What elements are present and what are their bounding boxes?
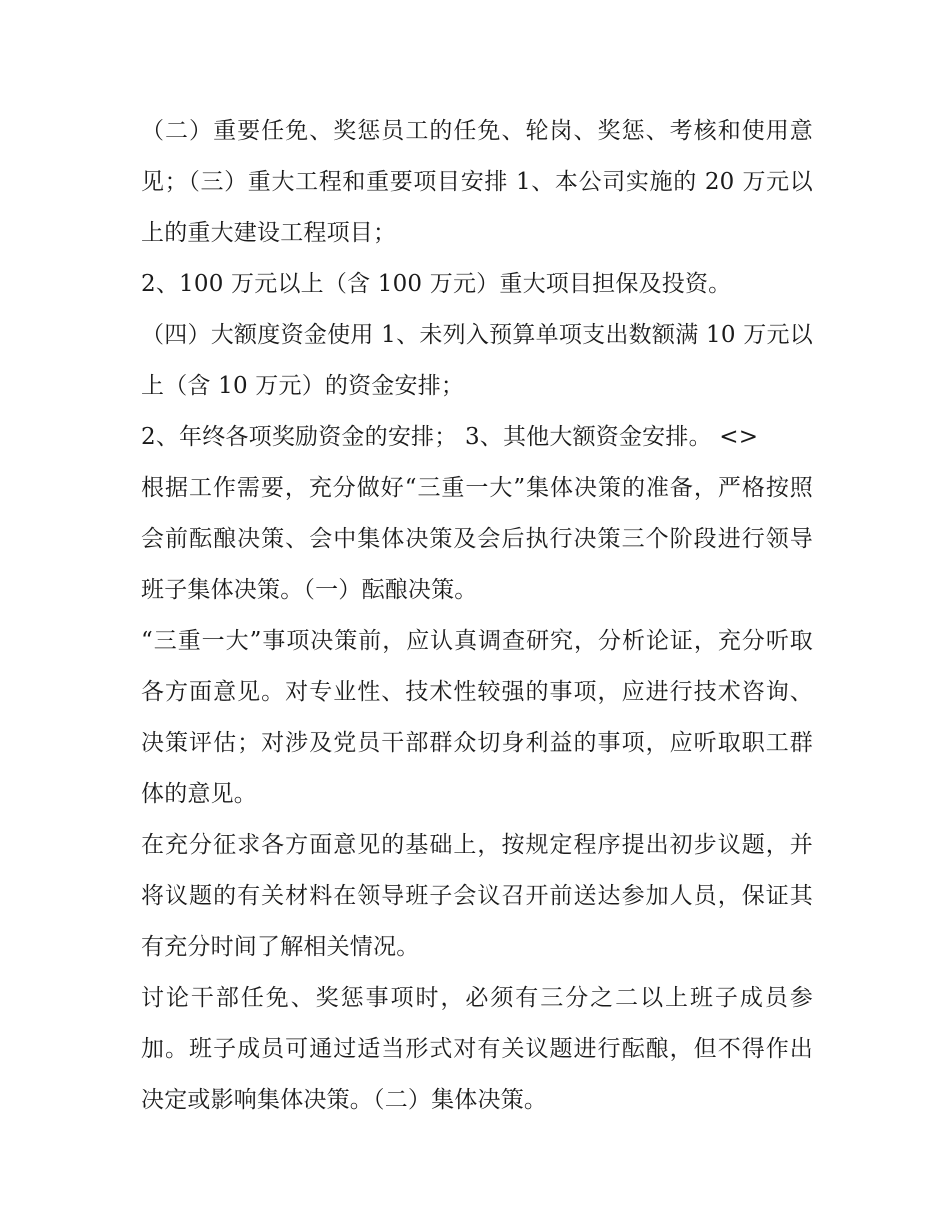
paragraph-cadre-discussion: 讨论干部任免、奖惩事项时，必须有三分之二以上班子成员参加。班子成员可通过适当形式对有关议题进行酝酿，但不得作出决定或影响集体决策。（二）集体决策。 xyxy=(141,985,813,1113)
paragraph-large-funds: （四）大额度资金使用 1、未列入预算单项支出数额满 10 万元以上（含 10 万元）的资金安排； xyxy=(141,322,813,399)
paragraph-appointment-projects: （二）重要任免、奖惩员工的任免、轮岗、奖惩、考核和使用意见；（三）重大工程和重要项目安排 1、本公司实施的 20 万元以上的重大建设工程项目； xyxy=(141,118,813,246)
paragraph-guarantee-investment: 2、100 万元以上（含 100 万元）重大项目担保及投资。 xyxy=(141,271,732,297)
paragraph-pre-decision-research: “三重一大”事项决策前，应认真调查研究，分析论证，充分听取各方面意见。对专业性、技术性较强的事项，应进行技术咨询、决策评估；对涉及党员干部群众切身利益的事项，应听取职工群体的意见。 xyxy=(141,628,813,807)
paragraph-decision-preparation: 根据工作需要，充分做好“三重一大”集体决策的准备，严格按照会前酝酿决策、会中集体决策及会后执行决策三个阶段进行领导班子集体决策。（一）酝酿决策。 xyxy=(141,475,813,603)
document-body xyxy=(141,106,813,1126)
paragraph-year-end-rewards: 2、年终各项奖励资金的安排； 3、其他大额资金安排。 <> xyxy=(141,424,759,450)
paragraph-initial-topics: 在充分征求各方面意见的基础上，按规定程序提出初步议题，并将议题的有关材料在领导班子会议召开前送达参加人员，保证其有充分时间了解相关情况。 xyxy=(141,832,813,960)
